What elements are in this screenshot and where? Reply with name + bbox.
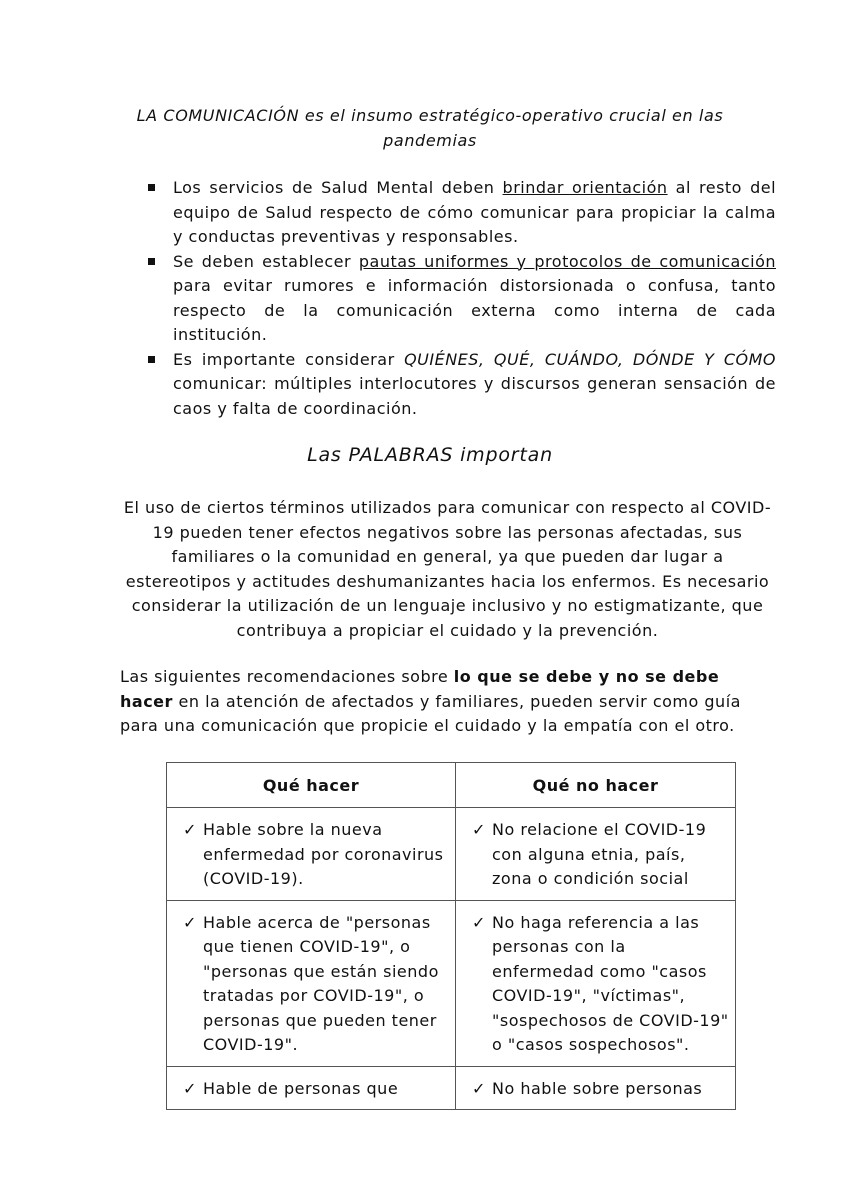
table-header-row [167, 763, 736, 808]
do-cell [167, 808, 456, 901]
square-bullet-icon [148, 356, 155, 363]
table-row [167, 900, 736, 1066]
subheading-part: importan [453, 444, 553, 466]
dont-cell [456, 900, 736, 1066]
header-do: Qué hacer [167, 763, 456, 808]
checkmark-icon: ✓ [183, 1078, 197, 1098]
dont-cell [456, 808, 736, 901]
header-dont: Qué no hacer [456, 763, 736, 808]
centered-paragraph: El uso de ciertos términos utilizados para comunicar con respecto al COVID-19 pueden tener efectos negativos sobre las personas afectadas, sus familiares o la comunidad en general, ya que pueden dar lugar a estereotipos y actitudes deshumanizantes hacia los enfermos. Es necesario considerar la utilización de un lenguaje inclusivo y no estigmatizante, que contribuya a propiciar el cuidado y la prevención. [123, 498, 772, 640]
bullet-item [148, 250, 776, 348]
checkmark-icon: ✓ [472, 820, 486, 839]
cell-text: No hable sobre personas [492, 1078, 703, 1098]
heading-rest: es el insumo estratégico-operativo crucial en las pandemias [299, 106, 724, 150]
checkmark-icon: ✓ [472, 912, 486, 932]
bullet-item [148, 176, 776, 250]
square-bullet-icon [148, 184, 155, 191]
bullet-underlined-text: brindar orientación [502, 178, 668, 197]
bullet-item [148, 348, 776, 422]
table-row [167, 808, 736, 901]
checkmark-icon: ✓ [472, 1078, 486, 1098]
checkmark-icon: ✓ [183, 912, 197, 932]
bullet-text: para evitar rumores e información distorsionada o confusa, tanto respecto de la comunicación externa como interna de cada institución. [173, 276, 776, 344]
intro-bold-text: lo que se debe y no se debe hacer [120, 667, 720, 711]
bullet-text: Se deben establecer [173, 251, 359, 271]
cell-text: Hable sobre la nueva enfermedad por coronavirus (COVID-19). [203, 820, 444, 888]
do-cell [167, 1066, 456, 1110]
cell-text: No haga referencia a las personas con la enfermedad como "casos COVID-19", "víctimas", "sospechosos de COVID-19" o "casos sospechosos". [492, 912, 729, 1054]
cell-text: No relacione el COVID-19 con alguna etnia, país, zona o condición social [492, 820, 707, 888]
bullet-text: Es importante considerar [173, 349, 405, 369]
intro-text: Las siguientes recomendaciones sobre [120, 667, 454, 686]
intro-text: en la atención de afectados y familiares, pueden servir como guía para una comunicación que propicie el cuidado y la empatía con el otro. [120, 691, 741, 735]
section-heading [120, 103, 740, 153]
checkmark-icon: ✓ [183, 820, 197, 839]
subheading-part: Las [307, 444, 349, 466]
bullet-underlined-text: pautas uniformes y protocolos de comunicación [358, 251, 777, 271]
intro-paragraph [120, 665, 760, 739]
recommendations-table [166, 762, 736, 1110]
dont-cell [456, 1066, 736, 1110]
subheading-caps: PALABRAS [348, 444, 454, 466]
bullet-text: Los servicios de Salud Mental deben [173, 178, 503, 197]
square-bullet-icon [148, 258, 155, 265]
table-row [167, 1066, 736, 1110]
cell-text: Hable de personas que [203, 1078, 399, 1098]
do-cell [167, 900, 456, 1066]
cell-text: Hable acerca de "personas que tienen COVID-19", o "personas que están siendo tratadas por COVID-19", o personas que pueden tener COVID-19". [203, 912, 439, 1054]
heading-caps: LA COMUNICACIÓN [136, 106, 300, 125]
bullet-italic-text: QUIÉNES, QUÉ, CUÁNDO, DÓNDE Y CÓMO [404, 349, 777, 369]
subheading [120, 444, 740, 466]
bullet-list [148, 176, 776, 421]
bullet-text: comunicar: múltiples interlocutores y discursos generan sensación de caos y falta de coordinación. [173, 374, 776, 418]
bullet-text: al resto del equipo de Salud respecto de cómo comunicar para propiciar la calma y conductas preventivas y responsables. [173, 178, 777, 246]
